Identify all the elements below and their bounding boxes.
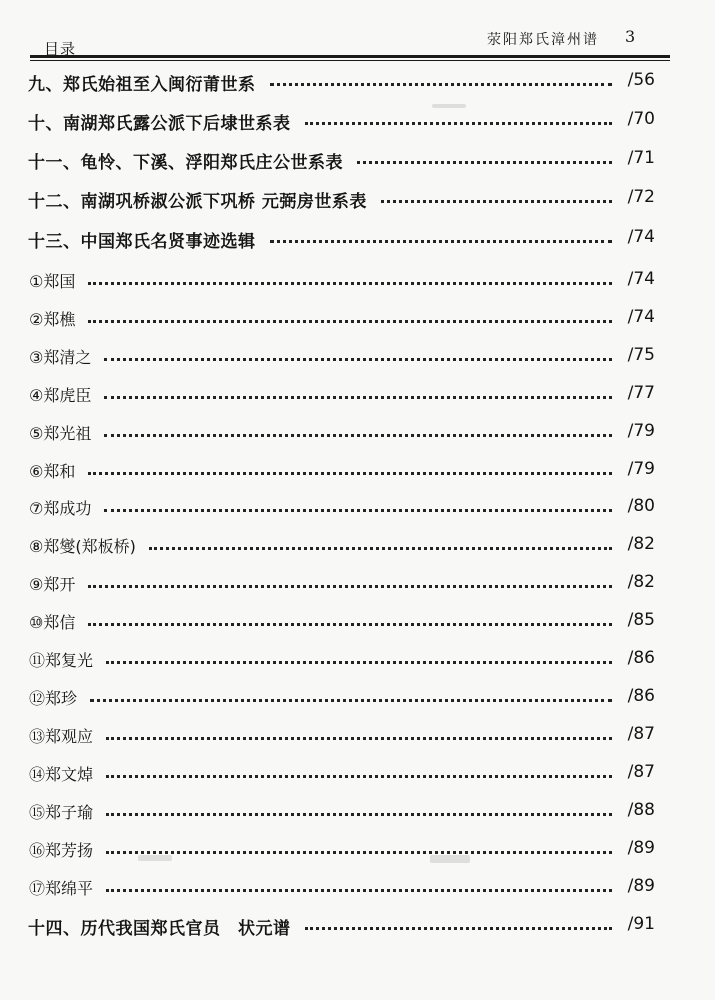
dot-leader <box>106 661 612 664</box>
dot-leader <box>106 813 612 816</box>
toc-entry-page: /88 <box>627 800 655 820</box>
toc-entry <box>28 107 655 135</box>
toc-entry-page: /75 <box>627 345 655 365</box>
toc-entry-page: /82 <box>627 572 655 592</box>
dot-leader <box>88 320 612 323</box>
scan-smudge <box>432 104 466 108</box>
toc-entry-title: ⑥郑和 <box>29 462 76 481</box>
toc-entry <box>28 646 655 674</box>
toc-entry-page: /89 <box>627 838 655 858</box>
toc-entry-page: /74 <box>627 269 655 289</box>
toc-entry-title: ⑫郑珍 <box>29 689 78 708</box>
toc-entry-title: ⑬郑观应 <box>29 727 94 746</box>
toc-entry-title: ③郑清之 <box>29 348 92 367</box>
toc-entry-title: ②郑樵 <box>29 310 76 329</box>
toc-entry <box>28 185 655 213</box>
toc-entry-title: ⑤郑光祖 <box>29 424 92 443</box>
toc-entry-title: 十二、南湖巩桥淑公派下巩桥 元弼房世系表 <box>28 192 367 212</box>
toc-entry-page: /74 <box>627 227 655 247</box>
toc-entry-page: /86 <box>627 648 655 668</box>
toc-entry-title: 十三、中国郑氏名贤事迹选辑 <box>28 232 256 252</box>
toc-entry-page: /89 <box>627 876 655 896</box>
toc-entry-page: /91 <box>627 914 655 934</box>
section-label: 目录 <box>44 40 77 58</box>
toc-entry-page: /72 <box>627 187 655 207</box>
toc-entry <box>28 419 655 447</box>
toc-entry-title: ④郑虎臣 <box>29 386 92 405</box>
toc-entry-page: /70 <box>627 109 655 129</box>
toc-entry-page: /87 <box>627 724 655 744</box>
dot-leader <box>270 240 612 243</box>
toc-entry-page: /79 <box>627 421 655 441</box>
toc-entry-page: /74 <box>627 307 655 327</box>
toc-entry-title: 十四、历代我国郑氏官员 状元谱 <box>28 919 291 939</box>
dot-leader <box>104 509 612 512</box>
toc-entry <box>28 267 655 295</box>
toc-entry-page: /77 <box>627 383 655 403</box>
dot-leader <box>88 585 612 588</box>
toc-entry-title: ⑦郑成功 <box>29 499 92 518</box>
toc-entry <box>28 68 655 96</box>
toc-entry-page: /85 <box>627 610 655 630</box>
dot-leader <box>305 927 612 930</box>
toc-entry <box>28 798 655 826</box>
scan-smudge <box>430 855 470 863</box>
toc-entry <box>28 912 655 940</box>
toc-entry-title: 十一、龟怜、下溪、浮阳郑氏庄公世系表 <box>28 153 343 173</box>
dot-leader <box>104 358 612 361</box>
scan-smudge <box>138 855 172 861</box>
toc-entry <box>28 225 655 253</box>
toc-entry-title: ⑩郑信 <box>29 613 76 632</box>
toc-entry <box>28 343 655 371</box>
dot-leader <box>106 851 612 854</box>
toc-entry-page: /82 <box>627 534 655 554</box>
toc-entry-page: /79 <box>627 459 655 479</box>
toc-entry-title: ⑭郑文焯 <box>29 765 94 784</box>
dot-leader <box>305 122 612 125</box>
toc-entry-title: ⑨郑开 <box>29 575 76 594</box>
dot-leader <box>270 83 612 86</box>
toc-entry-page: /56 <box>627 70 655 90</box>
toc-entry <box>28 836 655 864</box>
dot-leader <box>149 547 612 550</box>
dot-leader <box>357 161 612 164</box>
toc-entry <box>28 494 655 522</box>
dot-leader <box>88 623 612 626</box>
toc-entry-title: ⑯郑芳扬 <box>29 841 94 860</box>
dot-leader <box>106 775 612 778</box>
toc-entry-title: ⑪郑复光 <box>29 651 94 670</box>
toc-entry <box>28 381 655 409</box>
toc-entry <box>28 684 655 712</box>
dot-leader <box>90 699 612 702</box>
toc-entry-page: /80 <box>627 496 655 516</box>
dot-leader <box>88 472 612 475</box>
toc-entry <box>28 457 655 485</box>
toc-entry <box>28 760 655 788</box>
toc-entry-title: 十、南湖郑氏露公派下后埭世系表 <box>28 114 291 134</box>
dot-leader <box>104 396 612 399</box>
toc-entry <box>28 146 655 174</box>
toc-entry-page: /87 <box>627 762 655 782</box>
page-number: 3 <box>625 27 636 46</box>
toc-entry <box>28 722 655 750</box>
toc-entry <box>28 305 655 333</box>
toc-entry <box>28 570 655 598</box>
toc-entry-page: /86 <box>627 686 655 706</box>
dot-leader <box>104 434 612 437</box>
book-title: 荥阳郑氏漳州谱 <box>487 32 599 48</box>
toc-entry-title: ①郑国 <box>29 272 76 291</box>
dot-leader <box>106 737 612 740</box>
toc-entry-title: ⑮郑子瑜 <box>29 803 94 822</box>
toc-entry <box>28 874 655 902</box>
toc-entry-title: ⑧郑燮(郑板桥) <box>29 537 136 556</box>
toc-entry <box>28 532 655 560</box>
toc-entry-title: 九、郑氏始祖至入闽衍莆世系 <box>28 75 256 95</box>
dot-leader <box>106 889 612 892</box>
toc-entry-page: /71 <box>627 148 655 168</box>
dot-leader <box>381 200 612 203</box>
toc-entry <box>28 608 655 636</box>
dot-leader <box>88 282 612 285</box>
toc-entry-title: ⑰郑绵平 <box>29 879 94 898</box>
